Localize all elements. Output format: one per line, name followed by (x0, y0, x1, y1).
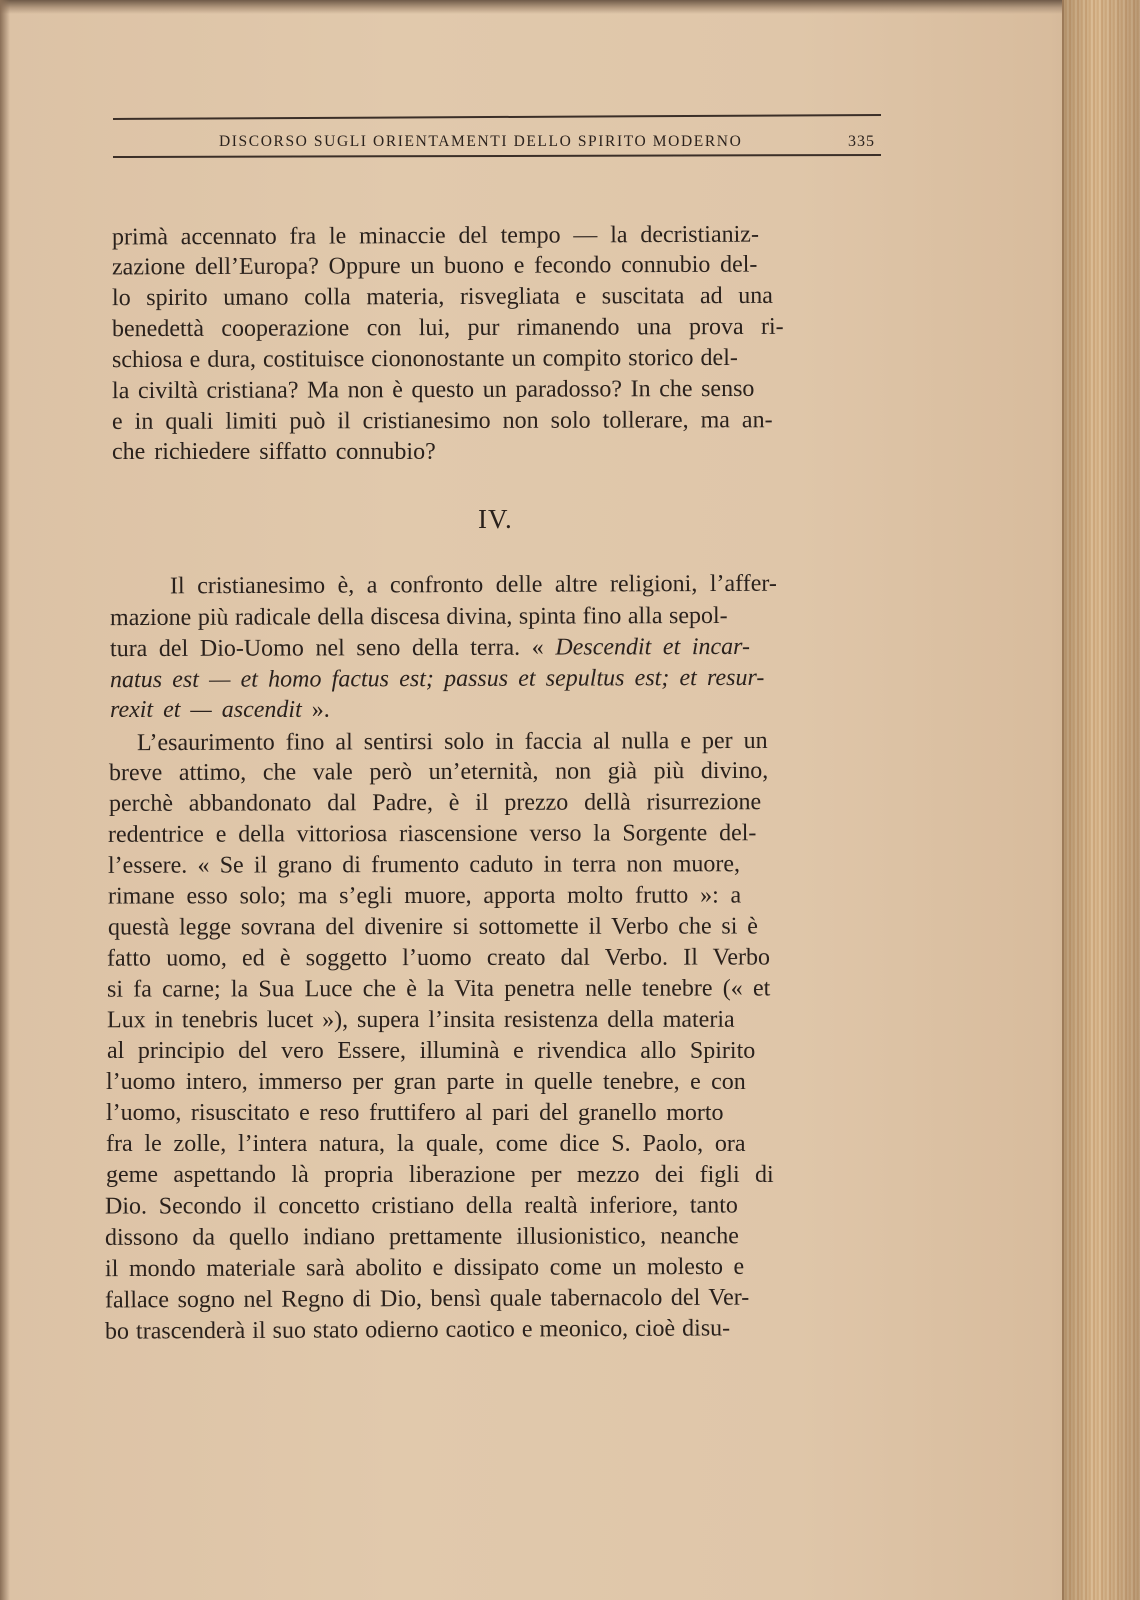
text-line: Dio. Secondo il concetto cristiano della realtà inferiore, tanto (104, 1192, 738, 1220)
text-line: schiosa e dura, costituisce ciononostante un compito storico del- (111, 344, 738, 374)
text-line (110, 665, 764, 694)
section-heading: IV. (478, 504, 513, 534)
text-line: mazione più radicale della discesa divina, spinta fino alla sepol- (109, 602, 728, 632)
text-line: e in quali limiti può il cristianesimo non solo tollerare, ma an- (111, 407, 773, 435)
text-line: fra le zolle, l’intera natura, la quale, come dice S. Paolo, ora (106, 1131, 746, 1157)
text-line: geme aspettando là propria liberazione per mezzo dei figli di (106, 1162, 774, 1188)
italic-text-run: Descendit et incar- (555, 633, 751, 661)
text-line: l’uomo, risuscitato e reso fruttifero al pari del granello morto (106, 1100, 724, 1126)
text-line: bo trascenderà il suo stato odierno caotico e meonico, cioè disu- (104, 1315, 731, 1345)
text-line: al principio del vero Essere, illuminà e rivendica allo Spirito (107, 1038, 756, 1064)
running-head-title: DISCORSO SUGLI ORIENTAMENTI DELLO SPIRITO MODERNO (219, 133, 743, 150)
header-rule-bottom (113, 154, 881, 158)
text-run: tura del Dio-Uomo nel seno della terra. « (109, 634, 556, 663)
text-line: il mondo materiale sarà abolito e dissipato come un molesto e (104, 1253, 745, 1283)
text-line: questà legge sovrana del divenire si sottomette il Verbo che si è (107, 913, 758, 941)
text-line: perchè abbandonato dal Padre, è il prezzo dellà risurrezione (108, 789, 762, 817)
text-line: lo spirito umano colla materia, risvegliata e suscitata ad una (111, 282, 773, 312)
top-shadow (0, 0, 1140, 14)
text-line: la civiltà cristiana? Ma non è questo un paradosso? In che senso (111, 375, 755, 405)
italic-text-run: natus est — et homo factus est; passus et sepultus est; et resur- (109, 664, 765, 694)
text-line: dissono da quello indiano prettamente illusionistico, neanche (104, 1223, 739, 1251)
text-line: si fa carne; la Sua Luce che è la Vita penetra nelle tenebre (« et (106, 975, 771, 1003)
text-line: che richiedere siffatto connubio? (112, 439, 436, 465)
text-line (110, 634, 750, 663)
text-line (110, 697, 330, 724)
text-line: fallace sogno nel Regno di Dio, bensì quale tabernacolo del Ver- (104, 1284, 750, 1314)
header-rule-top (113, 114, 881, 120)
text-line: l’essere. « Se il grano di frumento caduto in terra non muore, (107, 851, 741, 879)
left-shadow (0, 0, 10, 1600)
text-line: Lux in tenebris lucet »), supera l’insita resistenza della materia (106, 1006, 735, 1034)
text-line: fatto uomo, ed è soggetto l’uomo creato dal Verbo. Il Verbo (106, 944, 771, 972)
text-line: Il cristianesimo è, a confronto delle altre religioni, l’affer- (169, 570, 777, 600)
text-line: L’esaurimento fino al sentirsi solo in faccia al nulla e per un (136, 727, 768, 757)
page-number: 335 (848, 133, 875, 150)
text-line: redentrice e della vittoriosa riascensione verso la Sorgente del- (107, 820, 757, 848)
text-line: primà accennato fra le minaccie del tempo — la decristianiz- (111, 221, 759, 251)
text-run: ». (301, 697, 330, 723)
page-edges (1062, 0, 1140, 1600)
text-line: rimane esso solo; ma s’egli muore, apporta molto frutto »: a (107, 882, 742, 910)
text-line: breve attimo, che vale però un’eternità, non già più divino, (108, 757, 769, 787)
text-line: zazione dell’Europa? Oppure un buono e fecondo connubio del- (111, 251, 758, 281)
text-line: benedettà cooperazione con lui, pur rimanendo una prova ri- (111, 313, 784, 343)
italic-text-run: rexit et — ascendit (110, 697, 302, 723)
text-line: l’uomo intero, immerso per gran parte in quelle tenebre, e con (106, 1069, 746, 1095)
